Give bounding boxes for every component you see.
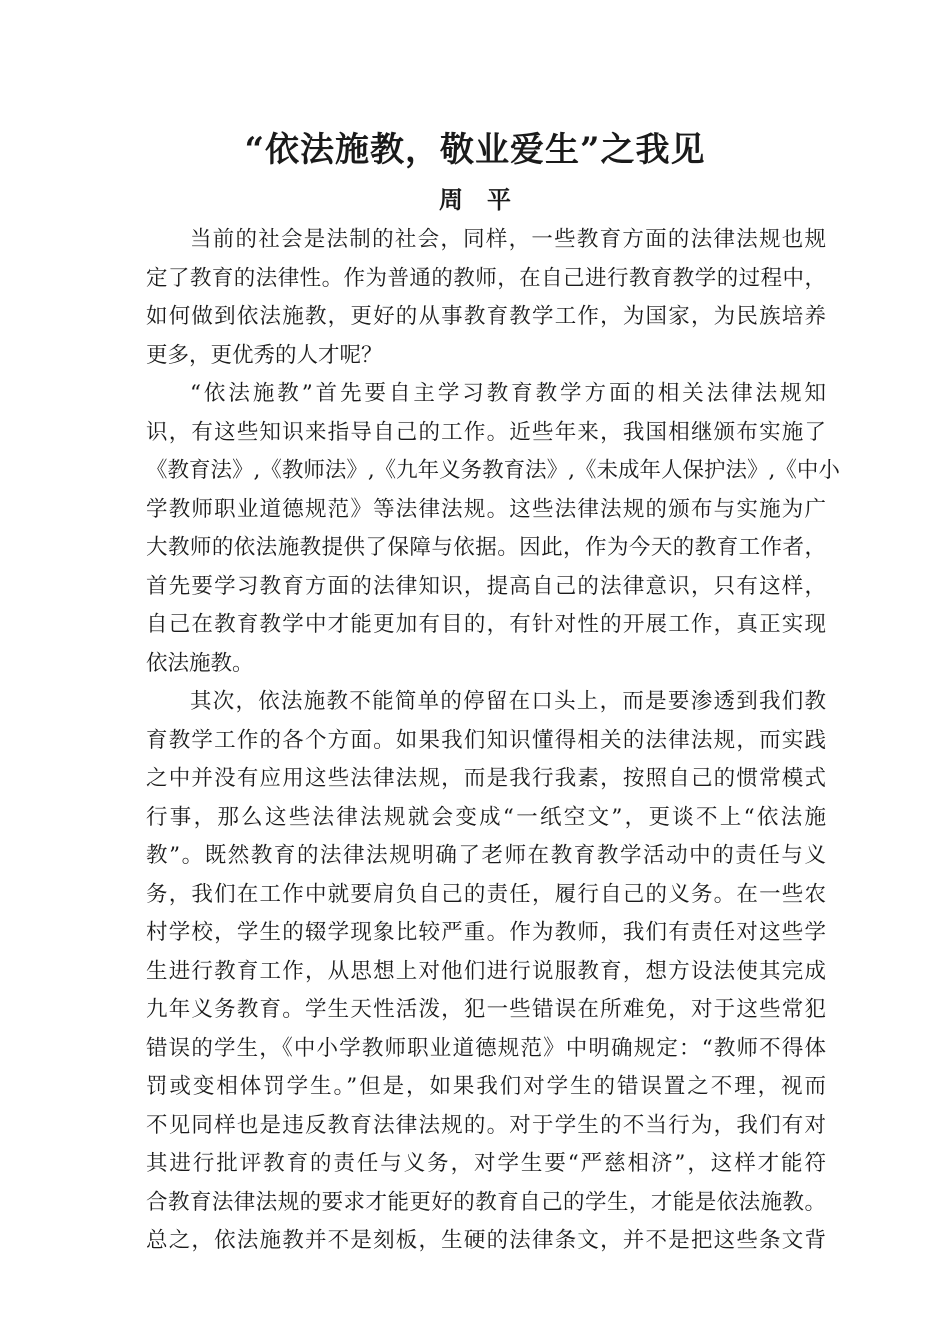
paragraph-3 xyxy=(146,683,826,1261)
text-line: 首先要学习教育方面的法律知识，提高自己的法律意识，只有这样， xyxy=(146,573,826,599)
text-line: 更多，更优秀的人才呢？ xyxy=(146,342,383,368)
text-line: 其进行批评教育的责任与义务，对学生要“严慈相济”，这样才能符 xyxy=(146,1151,826,1176)
text-line: 务，我们在工作中就要肩负自己的责任，履行自己的义务。在一些农 xyxy=(146,881,826,907)
text-line: 其次，依法施教不能简单的停留在口头上，而是要渗透到我们教 xyxy=(190,689,826,714)
text-line: 如何做到依法施教，更好的从事教育教学工作，为国家，为民族培养 xyxy=(146,304,826,329)
paragraph-1 xyxy=(146,221,826,375)
text-line: 大教师的依法施教提供了保障与依据。因此，作为今天的教育工作者， xyxy=(146,535,826,560)
text-line: 育教学工作的各个方面。如果我们知识懂得相关的法律法规，而实践 xyxy=(146,727,826,753)
text-line: 识，有这些知识来指导自己的工作。近些年来，我国相继颁布实施了 xyxy=(146,419,826,445)
text-line: 错误的学生，《中小学教师职业道德规范》中明确规定：“教师不得体 xyxy=(146,1035,826,1061)
text-line: 不见同样也是违反教育法律法规的。对于学生的不当行为，我们有对 xyxy=(146,1112,826,1138)
text-line: 罚或变相体罚学生。”但是，如果我们对学生的错误置之不理，视而 xyxy=(146,1074,826,1099)
text-line: 合教育法律法规的要求才能更好的教育自己的学生，才能是依法施教。 xyxy=(146,1189,826,1215)
text-line: “依法施教”首先要自主学习教育教学方面的相关法律法规知 xyxy=(190,381,826,406)
document-title: “依法施教，敬业爱生”之我见 xyxy=(244,130,706,170)
text-line: 村学校，学生的辍学现象比较严重。作为教师，我们有责任对这些学 xyxy=(146,920,826,945)
text-line: 当前的社会是法制的社会，同样，一些教育方面的法律法规也规 xyxy=(190,227,826,252)
paragraph-2 xyxy=(146,375,840,683)
text-line: 定了教育的法律性。作为普通的教师，在自己进行教育教学的过程中， xyxy=(146,265,826,291)
text-line: 生进行教育工作，从思想上对他们进行说服教育，想方设法使其完成 xyxy=(146,958,826,984)
text-line: 总之，依法施教并不是刻板，生硬的法律条文，并不是把这些条文背 xyxy=(146,1228,826,1253)
text-line: 教”。既然教育的法律法规明确了老师在教育教学活动中的责任与义 xyxy=(146,843,826,868)
text-line: 之中并没有应用这些法律法规，而是我行我素，按照自己的惯常模式 xyxy=(146,766,826,791)
text-line: 《教育法》,《教师法》,《九年义务教育法》,《未成年人保护法》,《中小 xyxy=(146,458,840,483)
text-line: 学教师职业道德规范》等法律法规。这些法律法规的颁布与实施为广 xyxy=(146,496,826,522)
text-line: 行事，那么这些法律法规就会变成“一纸空文”，更谈不上“依法施 xyxy=(146,804,826,830)
text-line: 九年义务教育。学生天性活泼，犯一些错误在所难免，对于这些常犯 xyxy=(146,997,826,1022)
article-body xyxy=(146,221,840,1261)
text-line: 自己在教育教学中才能更加有目的，有针对性的开展工作，真正实现 xyxy=(146,612,826,637)
text-line: 依法施教。 xyxy=(146,650,254,676)
author-name: 周 平 xyxy=(439,185,511,214)
